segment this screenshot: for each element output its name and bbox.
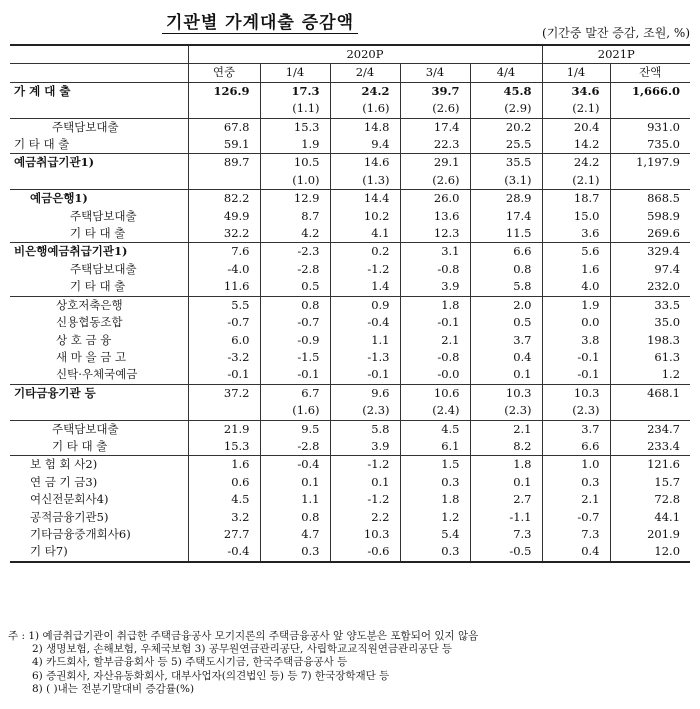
table-cell: 4.5	[188, 491, 260, 508]
table-cell: 17.4	[400, 118, 470, 136]
table-cell: 15.7	[610, 474, 690, 491]
table-cell: 22.3	[400, 136, 470, 154]
table-cell: -0.7	[542, 509, 610, 526]
table-cell: 931.0	[610, 118, 690, 136]
table-cell: 1,197.9	[610, 154, 690, 172]
row-label: 예금취급기관1)	[14, 155, 95, 170]
table-cell: -0.7	[260, 314, 330, 331]
table-cell: 735.0	[610, 136, 690, 154]
table-cell: 82.2	[188, 190, 260, 208]
table-cell: 32.2	[188, 225, 260, 243]
footnote: 주 : 1) 예금취급기관이 취급한 주택금융공사 모기지론의 주택금융공사 앞 양도분은 포함되어 있지 않음	[8, 630, 479, 642]
table-cell: 29.1	[400, 154, 470, 172]
table-row	[10, 296, 690, 314]
row-label: 기타금융기관 등	[14, 385, 96, 400]
label-header	[10, 64, 188, 82]
table-cell	[188, 402, 260, 420]
table-cell: 37.2	[188, 384, 260, 402]
row-label: 주택담보대출	[70, 208, 137, 223]
table-row	[10, 438, 690, 456]
table-cell	[610, 402, 690, 420]
row-label: 연 금 기 금3)	[30, 474, 98, 489]
table-cell: 1.9	[260, 136, 330, 154]
table-cell: -0.4	[260, 456, 330, 474]
table-cell	[188, 100, 260, 118]
table-row	[10, 136, 690, 154]
table-cell: -0.1	[330, 366, 400, 384]
table-row	[10, 526, 690, 543]
table-cell: 6.0	[188, 332, 260, 349]
table-cell: 0.6	[188, 474, 260, 491]
table-row	[10, 208, 690, 225]
table-cell: 1.8	[400, 491, 470, 508]
table-cell: 1.6	[542, 261, 610, 278]
table-row	[10, 402, 690, 420]
table-cell: 1.8	[400, 296, 470, 314]
table-cell: -3.2	[188, 349, 260, 366]
table-cell: 1.8	[470, 456, 542, 474]
row-label: 상 호 금 융	[56, 332, 112, 347]
table-cell: -1.5	[260, 349, 330, 366]
table-cell: 6.1	[400, 438, 470, 456]
table-cell: 1.1	[260, 491, 330, 508]
table-cell: 1.5	[400, 456, 470, 474]
row-label: 기 타 대 출	[14, 137, 70, 152]
table-cell: 14.6	[330, 154, 400, 172]
row-label: 새 마 을 금 고	[56, 349, 127, 364]
table-cell: 21.9	[188, 420, 260, 438]
table-row	[10, 509, 690, 526]
table-cell: (2.1)	[542, 100, 610, 118]
table-cell: 3.7	[470, 332, 542, 349]
table-cell: (2.9)	[470, 100, 542, 118]
table-cell: 198.3	[610, 332, 690, 349]
table-row	[10, 543, 690, 561]
row-label: 주택담보대출	[52, 119, 119, 134]
table-cell: 2.7	[470, 491, 542, 508]
row-label: 보 험 회 사2)	[30, 457, 98, 472]
footnote: 6) 증권회사, 자산유동화회사, 대부사업자(의견법인 등) 등 7) 한국장학재단 등	[32, 669, 390, 682]
table-cell: 3.7	[542, 420, 610, 438]
table-cell: -2.8	[260, 438, 330, 456]
table-cell: 4.2	[260, 225, 330, 243]
table-cell: 0.5	[260, 278, 330, 296]
table-cell: 67.8	[188, 118, 260, 136]
table-cell: 2.1	[470, 420, 542, 438]
table-row	[10, 332, 690, 349]
year-2020-header: 2020P	[188, 45, 542, 64]
table-cell: -0.4	[330, 314, 400, 331]
table-row	[10, 82, 690, 100]
table-cell: 868.5	[610, 190, 690, 208]
table-cell: (2.6)	[400, 100, 470, 118]
table-cell: -2.3	[260, 243, 330, 261]
table-cell: -1.1	[470, 509, 542, 526]
table-cell: 24.2	[330, 82, 400, 100]
table-cell: (1.0)	[260, 172, 330, 190]
table-cell: 1.4	[330, 278, 400, 296]
table-cell: -1.2	[330, 261, 400, 278]
table-cell: 0.4	[542, 543, 610, 561]
row-label: 비은행예금취급기관1)	[14, 244, 128, 259]
table-cell: 11.5	[470, 225, 542, 243]
row-label: 기타금융중개회사6)	[30, 526, 131, 541]
table-cell: 5.8	[330, 420, 400, 438]
table-cell: -0.9	[260, 332, 330, 349]
table-cell: 3.9	[400, 278, 470, 296]
table-cell: 15.3	[188, 438, 260, 456]
table-cell: 49.9	[188, 208, 260, 225]
table-cell: 89.7	[188, 154, 260, 172]
table-cell: 12.0	[610, 543, 690, 561]
table-cell: 0.5	[470, 314, 542, 331]
table-cell: (2.1)	[542, 172, 610, 190]
table-cell: 5.5	[188, 296, 260, 314]
table-row	[10, 384, 690, 402]
table-cell: 0.8	[470, 261, 542, 278]
row-label: 기 타 대 출	[70, 279, 126, 294]
table-row	[10, 243, 690, 261]
table-cell: 14.4	[330, 190, 400, 208]
table-cell: 2.1	[400, 332, 470, 349]
row-label	[10, 100, 188, 118]
table-cell: 14.2	[542, 136, 610, 154]
table-cell: 18.7	[542, 190, 610, 208]
table-cell: 126.9	[188, 82, 260, 100]
row-label: 상호저축은행	[56, 297, 123, 312]
table-cell: (1.6)	[260, 402, 330, 420]
table-cell: -0.1	[542, 349, 610, 366]
row-label: 신용협동조합	[56, 315, 123, 330]
table-cell: 3.6	[542, 225, 610, 243]
table-cell: 0.9	[330, 296, 400, 314]
table-cell: 1.1	[330, 332, 400, 349]
row-label: 여신전문회사4)	[30, 492, 109, 507]
table-cell: 2.0	[470, 296, 542, 314]
table-cell: -4.0	[188, 261, 260, 278]
footnotes	[8, 630, 478, 696]
row-label: 주택담보대출	[70, 261, 137, 276]
table-cell: -0.0	[400, 366, 470, 384]
row-label: 가 계 대 출	[14, 83, 71, 98]
table-cell: 468.1	[610, 384, 690, 402]
table-cell: 44.1	[610, 509, 690, 526]
table-cell: 7.3	[542, 526, 610, 543]
col-header: 잔액	[610, 64, 690, 82]
table-cell: -1.2	[330, 456, 400, 474]
table-cell: -0.1	[188, 366, 260, 384]
table-cell: 5.6	[542, 243, 610, 261]
table-row	[10, 225, 690, 243]
table-cell: -0.6	[330, 543, 400, 561]
table-cell: -0.5	[470, 543, 542, 561]
table-cell: -0.8	[400, 261, 470, 278]
table-cell: 12.3	[400, 225, 470, 243]
table-cell: 3.9	[330, 438, 400, 456]
table-cell: 27.7	[188, 526, 260, 543]
table-cell: 20.2	[470, 118, 542, 136]
table-cell	[188, 172, 260, 190]
table-cell: 0.1	[470, 366, 542, 384]
row-label: 신탁·우체국예금	[56, 367, 138, 382]
table-cell: 0.1	[330, 474, 400, 491]
table-cell: -0.1	[542, 366, 610, 384]
table-row	[10, 491, 690, 508]
table-cell: -0.4	[188, 543, 260, 561]
corner-cell	[10, 45, 188, 64]
table-cell: 13.6	[400, 208, 470, 225]
row-label	[10, 402, 188, 420]
table-cell: 61.3	[610, 349, 690, 366]
col-header: 1/4	[542, 64, 610, 82]
table-cell: 1.9	[542, 296, 610, 314]
col-header: 3/4	[400, 64, 470, 82]
row-label: 공적금융기관5)	[30, 509, 109, 524]
table-cell: 17.4	[470, 208, 542, 225]
table-cell: 232.0	[610, 278, 690, 296]
table-cell: 0.1	[470, 474, 542, 491]
table-cell: 9.6	[330, 384, 400, 402]
year-2021-header: 2021P	[542, 45, 690, 64]
table-cell: (2.3)	[470, 402, 542, 420]
table-cell: 59.1	[188, 136, 260, 154]
table-cell: (2.3)	[330, 402, 400, 420]
table-cell: (1.3)	[330, 172, 400, 190]
table-row	[10, 349, 690, 366]
table-cell: 4.1	[330, 225, 400, 243]
loan-table	[10, 44, 690, 563]
table-cell: (2.4)	[400, 402, 470, 420]
col-header: 연중	[188, 64, 260, 82]
table-cell: 72.8	[610, 491, 690, 508]
table-row	[10, 261, 690, 278]
footnote: 8) ( )내는 전분기말대비 증감률(%)	[32, 682, 195, 695]
table-cell: 0.0	[542, 314, 610, 331]
table-cell: 2.1	[542, 491, 610, 508]
table-row	[10, 172, 690, 190]
table-cell: 25.5	[470, 136, 542, 154]
table-row	[10, 154, 690, 172]
table-cell: 329.4	[610, 243, 690, 261]
table-row	[10, 190, 690, 208]
table-cell: 0.8	[260, 509, 330, 526]
table-row	[10, 100, 690, 118]
table-cell: 45.8	[470, 82, 542, 100]
table-cell: 15.0	[542, 208, 610, 225]
table-cell: 10.6	[400, 384, 470, 402]
table-cell: 5.4	[400, 526, 470, 543]
table-cell: (2.6)	[400, 172, 470, 190]
table-cell: -2.8	[260, 261, 330, 278]
table-cell: 3.1	[400, 243, 470, 261]
table-row	[10, 420, 690, 438]
table-cell: 3.8	[542, 332, 610, 349]
table-cell: (1.1)	[260, 100, 330, 118]
table-cell: 4.5	[400, 420, 470, 438]
table-cell: 34.6	[542, 82, 610, 100]
table-cell: 3.2	[188, 509, 260, 526]
row-label: 기 타 대 출	[52, 438, 108, 453]
footnote: 4) 카드회사, 할부금융회사 등 5) 주택도시기금, 한국주택금융공사 등	[32, 656, 348, 669]
table-title: 기관별 가계대출 증감액	[0, 8, 520, 33]
table-cell: -0.1	[400, 314, 470, 331]
table-cell: -0.7	[188, 314, 260, 331]
col-header: 2/4	[330, 64, 400, 82]
table-cell: 9.5	[260, 420, 330, 438]
table-cell: 0.3	[400, 474, 470, 491]
table-cell: 121.6	[610, 456, 690, 474]
col-header: 1/4	[260, 64, 330, 82]
table-cell: 1.0	[542, 456, 610, 474]
table-cell: -1.3	[330, 349, 400, 366]
table-cell: 24.2	[542, 154, 610, 172]
table-cell: 8.2	[470, 438, 542, 456]
table-cell: -0.8	[400, 349, 470, 366]
table-cell: 35.0	[610, 314, 690, 331]
table-cell: 28.9	[470, 190, 542, 208]
table-cell: 6.6	[470, 243, 542, 261]
table-cell: 12.9	[260, 190, 330, 208]
table-cell: 17.3	[260, 82, 330, 100]
table-cell: 35.5	[470, 154, 542, 172]
table-cell: 11.6	[188, 278, 260, 296]
row-label: 기 타 대 출	[70, 226, 126, 241]
table-cell: 4.0	[542, 278, 610, 296]
table-cell: 14.8	[330, 118, 400, 136]
table-cell: (1.6)	[330, 100, 400, 118]
table-cell: 10.3	[330, 526, 400, 543]
table-cell: 39.7	[400, 82, 470, 100]
table-cell: 1,666.0	[610, 82, 690, 100]
table-cell: 233.4	[610, 438, 690, 456]
table-row	[10, 278, 690, 296]
table-cell: 9.4	[330, 136, 400, 154]
table-cell: 0.2	[330, 243, 400, 261]
table-row	[10, 474, 690, 491]
table-cell: 0.3	[260, 543, 330, 561]
table-cell: 0.3	[542, 474, 610, 491]
table-cell: 5.8	[470, 278, 542, 296]
table-cell: 598.9	[610, 208, 690, 225]
col-header: 4/4	[470, 64, 542, 82]
table-cell: 1.2	[400, 509, 470, 526]
table-cell: 269.6	[610, 225, 690, 243]
table-cell: (3.1)	[470, 172, 542, 190]
row-label: 주택담보대출	[52, 421, 119, 436]
footnote: 2) 생명보험, 손해보험, 우체국보험 3) 공무원연금관리공단, 사립학교교직원연금관리공단 등	[32, 643, 453, 656]
table-cell: 6.6	[542, 438, 610, 456]
table-cell: (2.3)	[542, 402, 610, 420]
table-cell: 33.5	[610, 296, 690, 314]
table-cell: 97.4	[610, 261, 690, 278]
table-cell: 0.1	[260, 474, 330, 491]
row-label	[10, 172, 188, 190]
table-row	[10, 314, 690, 331]
table-cell: 0.3	[400, 543, 470, 561]
table-cell: 0.4	[470, 349, 542, 366]
table-cell: 10.2	[330, 208, 400, 225]
table-cell: 6.7	[260, 384, 330, 402]
table-cell: 26.0	[400, 190, 470, 208]
table-cell: 10.3	[542, 384, 610, 402]
table-cell: 10.5	[260, 154, 330, 172]
table-cell: 4.7	[260, 526, 330, 543]
table-cell: 201.9	[610, 526, 690, 543]
table-cell: 7.3	[470, 526, 542, 543]
table-cell: 1.6	[188, 456, 260, 474]
table-row	[10, 456, 690, 474]
table-cell: -1.2	[330, 491, 400, 508]
table-cell: 2.2	[330, 509, 400, 526]
table-cell: 10.3	[470, 384, 542, 402]
table-cell: 234.7	[610, 420, 690, 438]
table-cell: -0.1	[260, 366, 330, 384]
table-cell	[610, 172, 690, 190]
unit-note: (기간중 말잔 증감, 조원, %)	[542, 26, 690, 40]
table-cell: 7.6	[188, 243, 260, 261]
table-cell: 0.8	[260, 296, 330, 314]
table-cell	[610, 100, 690, 118]
table-cell: 8.7	[260, 208, 330, 225]
row-label: 기 타7)	[30, 544, 68, 559]
row-label: 예금은행1)	[30, 191, 88, 206]
table-cell: 20.4	[542, 118, 610, 136]
table-cell: 15.3	[260, 118, 330, 136]
table-cell: 1.2	[610, 366, 690, 384]
table-row	[10, 366, 690, 384]
table-row	[10, 118, 690, 136]
